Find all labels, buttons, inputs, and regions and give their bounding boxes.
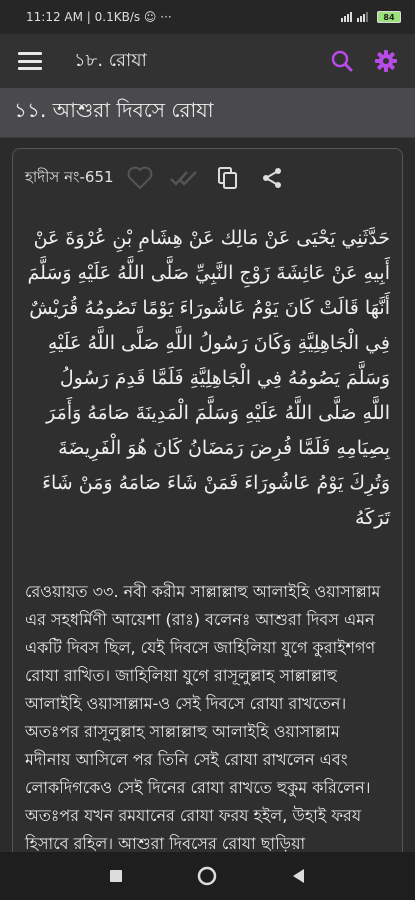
content-scroll-area[interactable] [0,138,415,852]
system-nav-bar [0,852,415,900]
back-triangle-icon[interactable] [284,861,314,891]
battery-icon: 84 [377,11,401,23]
status-bar [0,0,415,34]
chapter-title: ১১. আশুরা দিবসে রোযা [14,98,214,122]
search-icon[interactable] [327,46,357,76]
hadith-card-header [25,149,390,207]
heart-icon[interactable] [124,162,156,194]
page-title: ১৮. রোযা [74,49,147,71]
hadith-card [12,148,403,852]
signal-icon [341,10,371,25]
share-icon[interactable] [256,162,288,194]
status-indicators [341,10,401,25]
hadith-arabic-text: حَدَّثَنِي يَحْيَى عَنْ مَالِك عَنْ هِشَامِ بْنِ عُرْوَةَ عَنْ أَبِيهِ عَنْ عَائِشَةَ زَوْجِ النَّبِيِّ صَلَّى اللَّهُ عَلَيْهِ وَسَلَّمَ أَنَّهَا قَالَتْ كَانَ يَوْمُ عَاشُورَاءَ يَوْمًا تَصُومُهُ قُرَيْشٌ فِي الْجَاهِلِيَّةِ وَكَانَ رَسُولُ اللَّهِ صَلَّى اللَّهُ عَلَيْهِ وَسَلَّمَ يَصُومُهُ فِي الْجَاهِلِيَّةِ فَلَمَّا قَدِمَ رَسُولُ اللَّهِ صَلَّى اللَّهُ عَلَيْهِ وَسَلَّمَ الْمَدِينَةَ صَامَهُ وَأَمَرَ بِصِيَامِهِ فَلَمَّا فُرِضَ رَمَضَانُ كَانَ هُوَ الْفَرِيضَةَ وَتُرِكَ يَوْمُ عَاشُورَاءَ فَمَنْ شَاءَ صَامَهُ وَمَنْ شَاءَ تَرَكَهُ [27,227,390,529]
hadith-number: হাদীস নং-651 [25,167,114,186]
hadith-translation-text: রেওয়ায়ত ৩৩. নবী করীম সাল্লাল্লাহু আলাইহি ওয়াসাল্লাম এর সহধর্মিণী আয়েশা (রাঃ) বলেনঃ আশুরা দিবস এমন একটি দিবস ছিল, যেই দিবসে জাহিলিয়া যুগে কুরাইশগণ রোযা রাখিত। জাহিলিয়া যুগে রাসূলুল্লাহ সাল্লাল্লাহু আলাইহি ওয়াসাল্লাম-ও সেই দিবসে রোযা রাখতেন। অতঃপর রাসূলুল্লাহ সাল্লাল্লাহু আলাইহি ওয়াসাল্লাম মদীনায় আসিলে পর তিনি সেই রোযা রাখলেন এবং লোকদিগকেও সেই দিনের রোযা রাখতে হুকুম করিলেন। অতঃপর যখন রমযানের রোযা ফরয হইল, উহাই ফরয হিসাবে রহিল। আশুরা দিবসের রোযা ছাড়িয়া [25,582,381,852]
chapter-header [0,88,415,138]
copy-icon[interactable] [212,162,244,194]
hamburger-menu-icon[interactable] [18,52,42,70]
gear-icon[interactable] [371,46,401,76]
status-time: 11:12 AM | 0.1KB/s ☺ ··· [26,10,172,24]
app-bar [0,34,415,88]
home-circle-icon[interactable] [192,861,222,891]
double-check-icon[interactable] [168,162,200,194]
recents-square-icon[interactable] [101,861,131,891]
